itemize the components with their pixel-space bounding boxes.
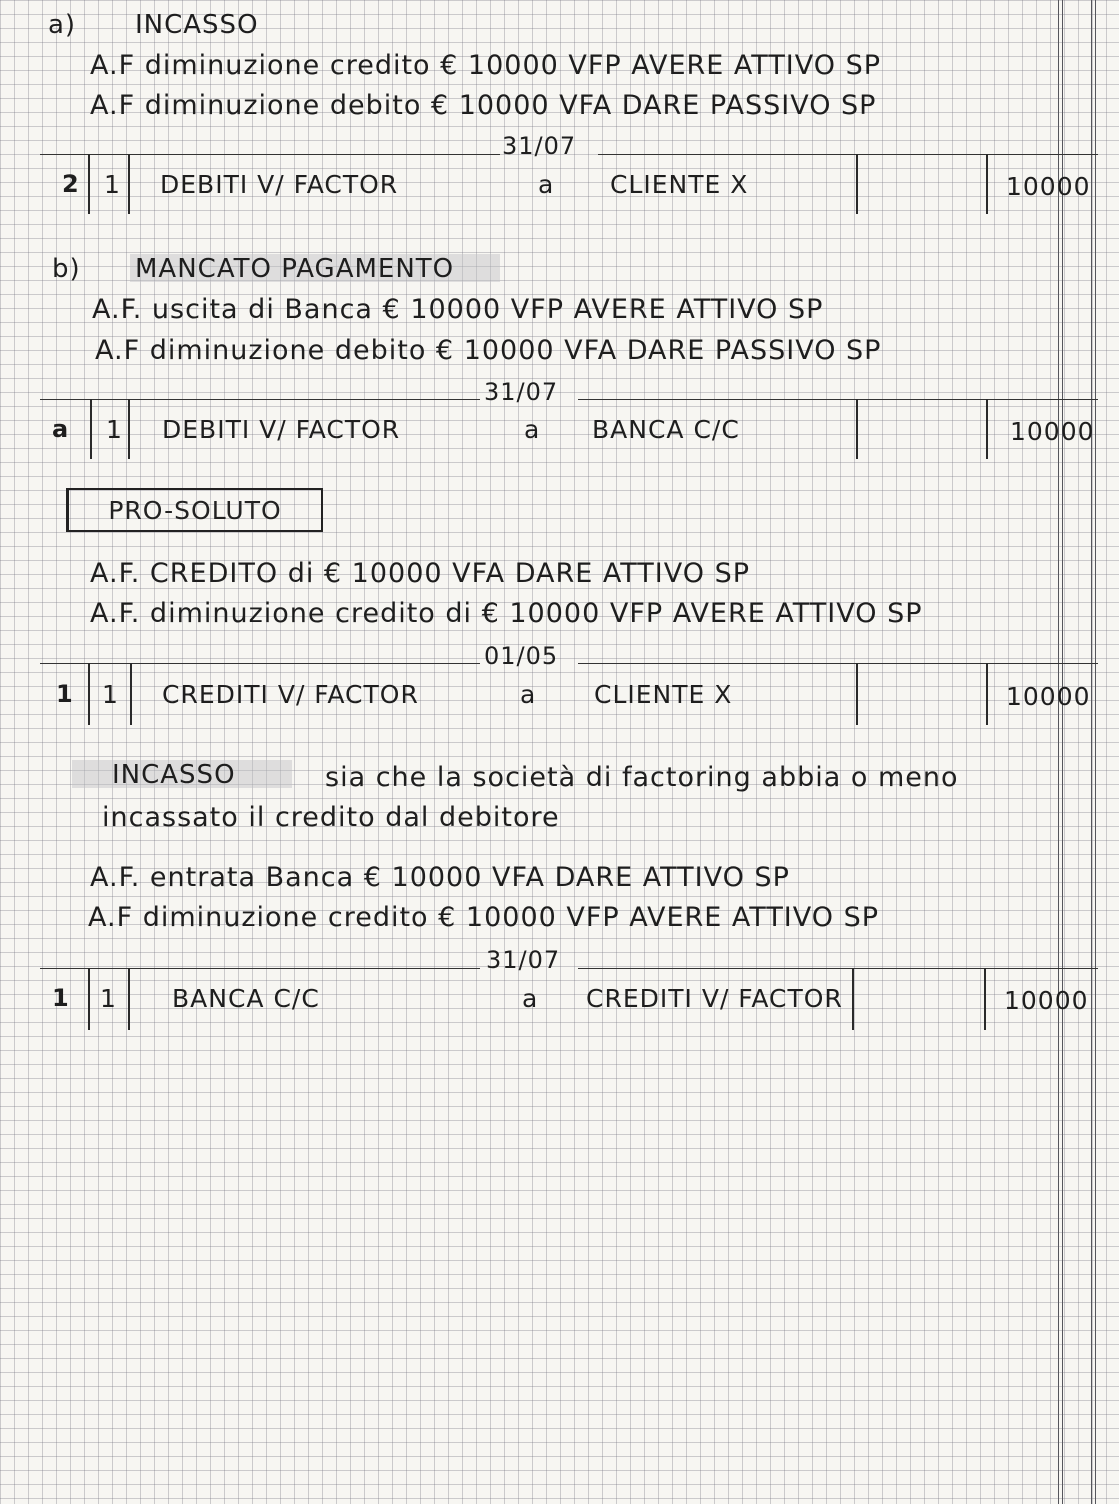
- entry-rule: [598, 154, 1098, 155]
- column-separator: [88, 663, 90, 725]
- column-separator: [986, 663, 988, 725]
- entry-number: 1: [102, 680, 119, 709]
- pro-soluto-box: [66, 488, 323, 532]
- column-separator: [128, 968, 130, 1030]
- debit-account: CREDITI V/ FACTOR: [162, 680, 419, 709]
- entry-number: 2: [62, 170, 80, 198]
- notebook-margin-line: [1095, 0, 1096, 1504]
- entry-rule: [40, 154, 500, 155]
- entry-number: 1: [100, 984, 117, 1013]
- entry-amount: 10000: [1004, 986, 1089, 1015]
- entry-rule: [578, 399, 1098, 400]
- debit-account: DEBITI V/ FACTOR: [162, 415, 401, 444]
- column-separator: [852, 968, 854, 1030]
- credit-account: CREDITI V/ FACTOR: [586, 984, 843, 1013]
- journal-line: A.F. uscita di Banca € 10000 VFP AVERE ATTIVO SP: [92, 294, 824, 325]
- notebook-margin-line: [1058, 0, 1059, 1504]
- section-title: MANCATO PAGAMENTO: [135, 254, 455, 284]
- column-separator: [986, 399, 988, 459]
- section-title: INCASSO: [135, 10, 259, 40]
- credit-account: CLIENTE X: [610, 170, 749, 199]
- section-marker: b): [52, 254, 81, 284]
- a-connector: a: [524, 415, 541, 444]
- column-separator: [130, 663, 132, 725]
- section-title: PRO-SOLUTO: [108, 495, 282, 525]
- column-separator: [128, 154, 130, 214]
- entry-rule: [578, 968, 1098, 969]
- entry-date: 31/07: [486, 946, 561, 974]
- entry-amount: 10000: [1006, 682, 1091, 711]
- column-separator: [88, 968, 90, 1030]
- notebook-margin-line: [1062, 0, 1063, 1504]
- entry-date: 01/05: [484, 642, 559, 670]
- journal-line: A.F diminuzione credito € 10000 VFP AVERE ATTIVO SP: [90, 50, 882, 81]
- column-separator: [90, 399, 92, 459]
- credit-account: BANCA C/C: [592, 415, 740, 444]
- column-separator: [856, 399, 858, 459]
- entry-date: 31/07: [502, 132, 577, 160]
- notebook-margin-line: [1091, 0, 1092, 1504]
- entry-amount: 10000: [1010, 417, 1095, 446]
- entry-rule: [578, 663, 1098, 664]
- journal-line: A.F. diminuzione credito di € 10000 VFP AVERE ATTIVO SP: [90, 598, 923, 629]
- journal-line: A.F. entrata Banca € 10000 VFA DARE ATTIVO SP: [90, 862, 790, 893]
- journal-line: A.F diminuzione debito € 10000 VFA DARE PASSIVO SP: [95, 335, 882, 366]
- debit-account: DEBITI V/ FACTOR: [160, 170, 399, 199]
- entry-number: 1: [106, 415, 123, 444]
- entry-number: 1: [104, 170, 121, 199]
- a-connector: a: [522, 984, 539, 1013]
- journal-line: A.F. CREDITO di € 10000 VFA DARE ATTIVO SP: [90, 558, 751, 589]
- entry-rule: [40, 399, 480, 400]
- journal-line: A.F diminuzione debito € 10000 VFA DARE PASSIVO SP: [90, 90, 877, 121]
- section-title: INCASSO: [112, 760, 236, 790]
- credit-account: CLIENTE X: [594, 680, 733, 709]
- entry-rule: [40, 663, 480, 664]
- column-separator: [986, 154, 988, 214]
- entry-amount: 10000: [1006, 172, 1091, 201]
- debit-account: BANCA C/C: [172, 984, 320, 1013]
- column-separator: [128, 399, 130, 459]
- section-note: sia che la società di factoring abbia o meno: [325, 762, 959, 793]
- section-marker: a): [48, 10, 77, 40]
- column-separator: [88, 154, 90, 214]
- a-connector: a: [520, 680, 537, 709]
- entry-number: 1: [52, 984, 70, 1012]
- a-connector: a: [538, 170, 555, 199]
- column-separator: [984, 968, 986, 1030]
- section-note: incassato il credito dal debitore: [102, 802, 560, 833]
- entry-number: 1: [56, 680, 74, 708]
- entry-date: 31/07: [484, 378, 559, 406]
- entry-number: a: [52, 415, 70, 443]
- column-separator: [856, 154, 858, 214]
- entry-rule: [40, 968, 480, 969]
- journal-line: A.F diminuzione credito € 10000 VFP AVERE ATTIVO SP: [88, 902, 880, 933]
- column-separator: [856, 663, 858, 725]
